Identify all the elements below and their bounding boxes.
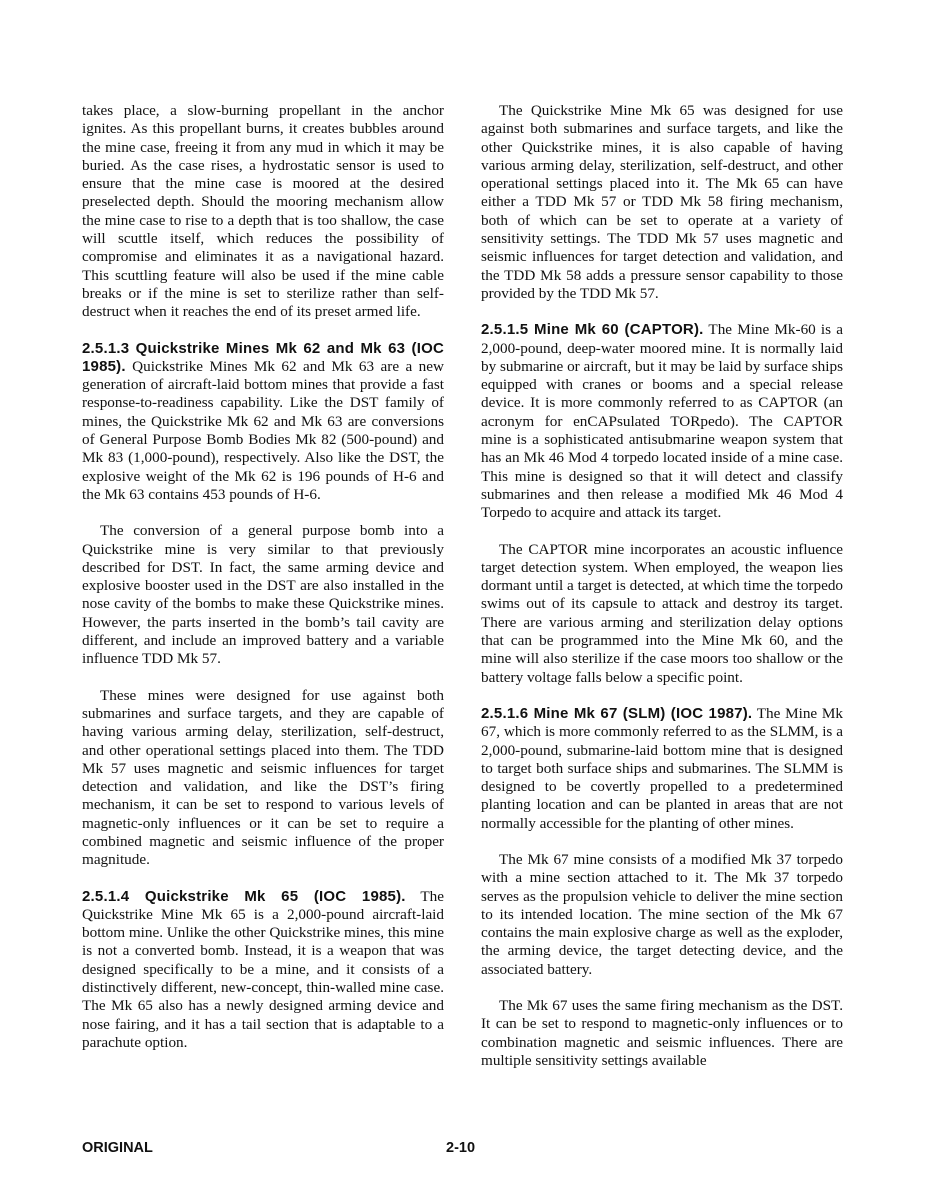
paragraph-mk65-designed: The Quickstrike Mine Mk 65 was designed for use against both submarines and surface targets, and like the other Quickstrike mines, it is also capable of having various arming delay, sterilization, self-destruct, and other operational settings placed into it. The Mk 65 can have either a TDD Mk 57 or TDD Mk 58 firing mechanism, both of which can be set to operate at a variety of sensitivity settings. The TDD Mk 57 uses magnetic and seismic influences for target detection and validation, and the TDD Mk 58 adds a pressure sensor capability to those provided by the TDD Mk 57. xyxy=(481,102,843,302)
paragraph-captor-acoustic: The CAPTOR mine incorporates an acoustic influence target detection system. When employed, the weapon lies dormant until a target is detected, at which time the torpedo swims out of its capsule to attack and destroy its target. There are various arming and sterilization delay options that can be programmed into the Mine Mk 60, and the mine will also sterilize if the case moors too shallow or the battery voltage falls below a specific point. xyxy=(481,540,844,686)
section-text-2-5-1-3: Quickstrike Mines Mk 62 and Mk 63 are a new generation of aircraft-laid bottom mines that provide a fast response-to-readiness capability. Like the DST family of mines, the Quickstrike Mk 62 and Mk 63 are conversions of General Purpose Bomb Bodies Mk 82 (500-pound) and Mk 83 (1,000-pound), respectively. Also like the DST, the explosive weight of the Mk 62 is 196 pounds of H-6 and the Mk 63 contains 453 pounds of H-6. xyxy=(82,357,444,503)
section-2-5-1-4 xyxy=(82,888,444,1053)
section-text-2-5-1-6: The Mine Mk 67, which is more commonly referred to as the SLMM, is a 2,000-pound, submarine-laid bottom mine that is designed to target both surface ships and submarines. The SLMM is designed to be covertly propelled to a predetermined planting location and can be planted in areas that are not normally accessible for the planting of other mines. xyxy=(481,704,843,832)
section-2-5-1-6 xyxy=(481,705,843,833)
section-heading-2-5-1-6: 2.5.1.6 Mine Mk 67 (SLM) (IOC 1987). xyxy=(481,704,753,722)
right-column xyxy=(481,102,843,1088)
paragraph-mk67-firing: The Mk 67 uses the same firing mechanism as the DST. It can be set to respond to magnetic-only influences or to combination magnetic and seismic influences. There are multiple sensitivity settings available xyxy=(481,997,843,1069)
section-text-2-5-1-4: The Quickstrike Mine Mk 65 is a 2,000-pound aircraft-laid bottom mine. Unlike the other Quickstrike mines, this mine is not a converted bomb. Instead, it is a weapon that was designed specifically to be a mine, and it consists of a distinctively different, new-concept, thin-walled mine case. The Mk 65 also has a newly designed arming device and nose fairing, and it has a tail section that is adaptable to a parachute option. xyxy=(82,887,444,1051)
paragraph-mk67-consists: The Mk 67 mine consists of a modified Mk 37 torpedo with a mine section attached to it. The Mk 37 torpedo serves as the propulsion vehicle to deliver the mine section to its intended location. The mine section of the Mk 67 contains the main explosive charge as well as the exploder, the arming device, the target detecting device, and the associated battery. xyxy=(481,850,843,978)
left-column xyxy=(82,102,444,1070)
section-heading-2-5-1-5: 2.5.1.5 Mine Mk 60 (CAPTOR). xyxy=(481,321,704,339)
footer-original-label: ORIGINAL xyxy=(82,1140,153,1156)
paragraph-anchor-ignites: takes place, a slow-burning propellant in the anchor ignites. As this propellant burns, it creates bubbles around the mine case, freeing it from any mud in which it may be buried. As the case rises, a hydrostatic sensor is used to ensure that the mine case is moored at the desired preselected depth. Should the mooring mechanism allow the mine case to rise to a depth that is too shallow, the case will scuttle itself, which reduces the possibility of compromise and eliminates it as a navigational hazard. This scuttling feature will also be used if the mine cable breaks or if the mine is set to sterilize rather than self-destruct when it reaches the end of its preset armed life. xyxy=(82,102,444,321)
section-heading-2-5-1-3: 2.5.1.3 Quickstrike Mines Mk 62 and Mk 63 (IOC 1985). xyxy=(82,339,444,375)
paragraph-mines-designed: These mines were designed for use against both submarines and surface targets, and they are capable of having various arming delay, sterilization, self-destruct, and other operational settings placed into them. The TDD Mk 57 uses magnetic and seismic influences for target detection and validation, and like the DST’s firing mechanism, it can be set to respond to various levels of magnetic-only influences or it can be set to require a combined magnetic and seismic influence of the proper magnitude. xyxy=(82,686,444,869)
section-2-5-1-5 xyxy=(481,321,843,522)
section-text-2-5-1-5: The Mine Mk-60 is a 2,000-pound, deep-water moored mine. It is normally laid by submarine or aircraft, but it may be laid by surface ships equipped with cranes or booms and a special release device. It is more commonly referred to as CAPTOR (an acronym for enCAPsulated TORpedo). The CAPTOR mine is a sophisticated antisubmarine weapon system that has an Mk 46 Mod 4 torpedo located inside of a mine case. This mine is designed so that it will detect and classify submarines and then release a modified Mk 46 Mod 4 Torpedo to acquire and attack its target. xyxy=(481,321,843,522)
paragraph-conversion: The conversion of a general purpose bomb into a Quickstrike mine is very similar to that previously described for DST. In fact, the same arming device and explosive booster used in the DST are also installed in the nose cavity of the bombs to make these Quickstrike mines. However, the parts inserted in the bomb’s tail cavity are different, and include an improved battery and a variable influence TDD Mk 57. xyxy=(82,522,444,668)
section-heading-2-5-1-4: 2.5.1.4 Quickstrike Mk 65 (IOC 1985). xyxy=(82,887,406,905)
footer-page-number: 2-10 xyxy=(446,1140,476,1156)
section-2-5-1-3 xyxy=(82,340,444,505)
